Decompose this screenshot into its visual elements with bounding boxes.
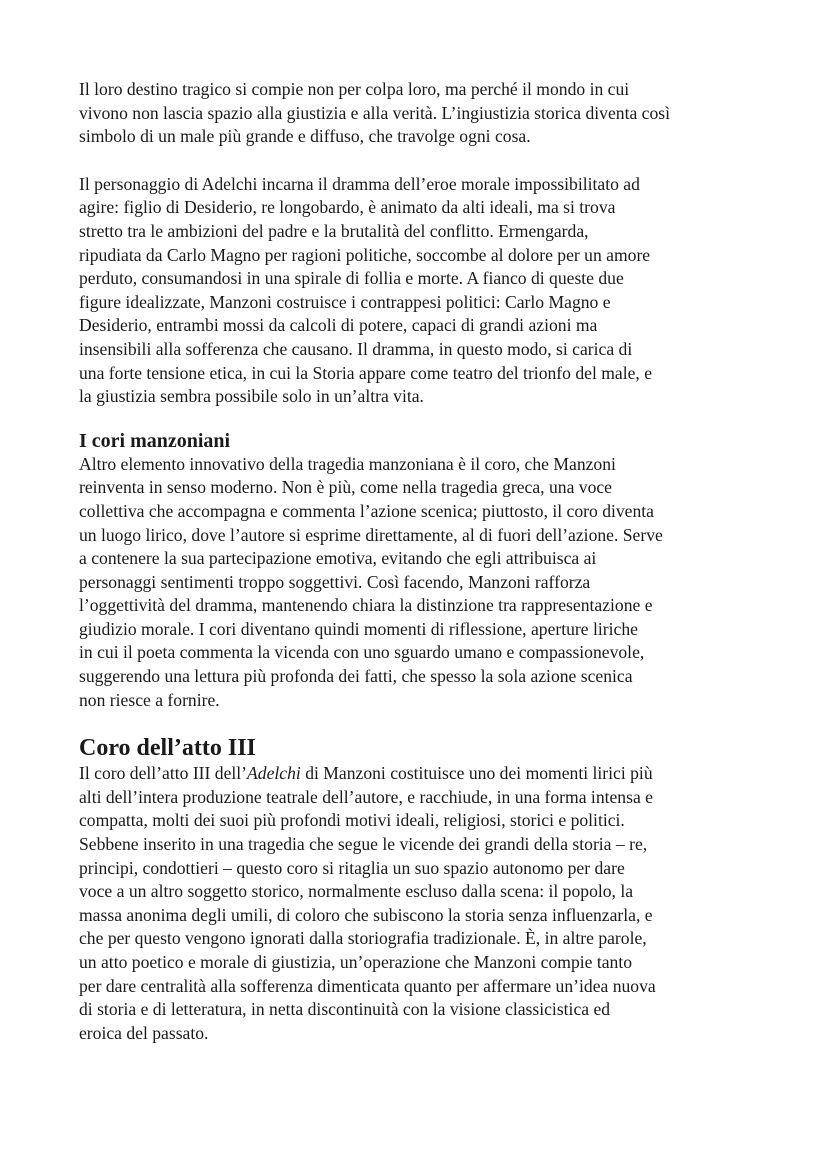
text-line: figure idealizzate, Manzoni costruisce i contrappesi politici: Carlo Magno e: [79, 291, 611, 312]
text-line: stretto tra le ambizioni del padre e la brutalità del conflitto. Ermengarda,: [79, 220, 589, 241]
text-line: un luogo lirico, dove l’autore si esprime direttamente, al di fuori dell’azione. Serve: [79, 524, 663, 545]
text-line: vivono non lascia spazio alla giustizia e alla verità. L’ingiustizia storica diventa così: [79, 102, 671, 123]
text-line: Il personaggio di Adelchi incarna il dramma dell’eroe morale impossibilitato ad: [79, 173, 640, 194]
text-line: di storia e di letteratura, in netta discontinuità con la visione classicistica ed: [79, 999, 611, 1020]
paragraph-destino: [79, 78, 779, 149]
section-heading-coro-atto-iii: Coro dell’atto III: [79, 735, 256, 762]
text-line: agire: figlio di Desiderio, re longobardo, è animato da alti ideali, ma si trova: [79, 197, 616, 218]
paragraph-adelchi: [79, 173, 779, 409]
text-line: voce a un altro soggetto storico, normalmente escluso dalla scena: il popolo, la: [79, 881, 634, 902]
text-line: Sebbene inserito in una tragedia che segue le vicende dei grandi della storia – re,: [79, 834, 648, 855]
paragraph-coro-atto-iii: [79, 762, 779, 1045]
section-heading-cori-manzoniani: I cori manzoniani: [79, 429, 231, 452]
text-line: per dare centralità alla sofferenza dimenticata quanto per affermare un’idea nuova: [79, 975, 656, 996]
text-line: collettiva che accompagna e commenta l’azione scenica; piuttosto, il coro diventa: [79, 500, 654, 521]
text-segment: di Manzoni costituisce uno dei momenti lirici più: [300, 763, 653, 784]
text-line: Desiderio, entrambi mossi da calcoli di potere, capaci di grandi azioni ma: [79, 315, 598, 336]
work-title-italic: Adelchi: [247, 763, 301, 784]
text-line: in cui il poeta commenta la vicenda con uno sguardo umano e compassionevole,: [79, 642, 645, 663]
paragraph-cori: [79, 453, 779, 713]
text-segment: Il coro dell’atto III dell’: [79, 763, 248, 784]
text-line: Il loro destino tragico si compie non per colpa loro, ma perché il mondo in cui: [79, 79, 630, 99]
text-line: giudizio morale. I cori diventano quindi momenti di riflessione, aperture liriche: [79, 618, 638, 639]
text-line: eroica del passato.: [79, 1022, 209, 1043]
text-line: un atto poetico e morale di giustizia, un’operazione che Manzoni compie tanto: [79, 952, 633, 972]
text-line: ripudiata da Carlo Magno per ragioni politiche, soccombe al dolore per un amore: [79, 244, 651, 265]
text-line: insensibili alla sofferenza che causano. Il dramma, in questo modo, si carica di: [79, 338, 633, 359]
document-page: [79, 78, 779, 1045]
text-line: la giustizia sembra possibile solo in un’altra vita.: [79, 386, 424, 407]
text-line: [79, 762, 779, 786]
text-line: perduto, consumandosi in una spirale di follia e morte. A fianco di queste due: [79, 268, 624, 289]
text-line: Altro elemento innovativo della tragedia manzoniana è il coro, che Manzoni: [79, 453, 616, 474]
text-line: principi, condottieri – questo coro si ritaglia un suo spazio autonomo per dare: [79, 857, 625, 878]
text-line: simbolo di un male più grande e diffuso, che travolge ogni cosa.: [79, 126, 531, 147]
text-line: massa anonima degli umili, di coloro che subiscono la storia senza influenzarla, e: [79, 904, 653, 925]
text-line: personaggi sentimenti troppo soggettivi. Così facendo, Manzoni rafforza: [79, 571, 591, 592]
text-line: reinventa in senso moderno. Non è più, come nella tragedia greca, una voce: [79, 477, 612, 498]
text-line: alti dell’intera produzione teatrale dell’autore, e racchiude, in una forma intensa e: [79, 786, 653, 807]
text-line: che per questo vengono ignorati dalla storiografia tradizionale. È, in altre parole,: [79, 928, 647, 949]
text-line: suggerendo una lettura più profonda dei fatti, che spesso la sola azione scenica: [79, 666, 633, 687]
text-line: una forte tensione etica, in cui la Storia appare come teatro del trionfo del male, e: [79, 362, 653, 383]
text-line: compatta, molti dei suoi più profondi motivi ideali, religiosi, storici e politici.: [79, 810, 625, 831]
paragraph-gap: [79, 149, 779, 173]
text-line: a contenere la sua partecipazione emotiva, evitando che egli attribuisca ai: [79, 548, 597, 569]
text-line: non riesce a fornire.: [79, 689, 220, 710]
text-line: l’oggettività del dramma, mantenendo chiara la distinzione tra rappresentazione e: [79, 595, 653, 616]
